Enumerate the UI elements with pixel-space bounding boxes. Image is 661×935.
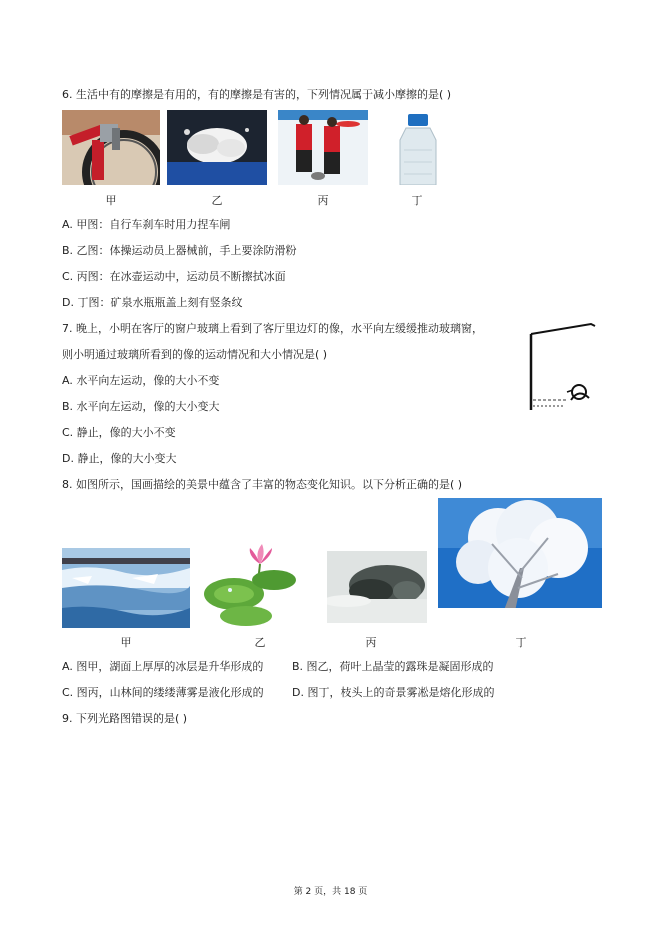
q6-image-water-bottle: [380, 110, 455, 185]
q8-stem: 8. 如图所示，国画描绘的美景中蕴含了丰富的物态变化知识。以下分析正确的是( ): [62, 478, 463, 491]
q6-option-d: D. 丁图：矿泉水瓶瓶盖上刻有竖条纹: [62, 296, 243, 309]
q8-image-lotus: [200, 540, 300, 628]
q6-option-a: A. 甲图：自行车刹车时用力捏车闸: [62, 218, 231, 231]
q8-caption-bing: 丙: [365, 636, 377, 649]
q7-option-b: B. 水平向左运动，像的大小变大: [62, 400, 220, 413]
q6-caption-yi: 乙: [211, 194, 223, 207]
q6-caption-ding: 丁: [411, 194, 423, 207]
q8-caption-jia: 甲: [120, 636, 132, 649]
q9-stem: 9. 下列光路图错误的是( ): [62, 712, 188, 725]
q7-option-a: A. 水平向左运动，像的大小不变: [62, 374, 220, 387]
q8-image-misty-forest: [327, 551, 427, 623]
q8-option-b: B. 图乙，荷叶上晶莹的露珠是凝固形成的: [292, 660, 494, 673]
q7-stem-line2: 则小明通过玻璃所看到的像的运动情况和大小情况是( ): [62, 348, 328, 361]
q6-image-curling: [278, 110, 368, 185]
q7-stem-line1: 7. 晚上，小明在客厅的窗户玻璃上看到了客厅里边灯的像，水平向左缓缓推动玻璃窗，: [62, 322, 483, 335]
page-footer: 第 2 页，共 18 页: [293, 887, 368, 897]
q6-stem: 6. 生活中有的摩擦是有用的，有的摩擦是有害的，下列情况属于减小摩擦的是( ): [62, 88, 452, 101]
q8-option-d: D. 图丁，枝头上的奇景雾凇是熔化形成的: [292, 686, 495, 699]
q8-option-c: C. 图丙，山林间的缕缕薄雾是液化形成的: [62, 686, 264, 699]
q8-caption-ding: 丁: [515, 636, 527, 649]
q6-caption-jia: 甲: [105, 194, 117, 207]
q6-caption-bing: 丙: [317, 194, 329, 207]
q6-image-chalk-hands: [167, 110, 267, 185]
q7-option-c: C. 静止，像的大小不变: [62, 426, 176, 439]
q8-caption-yi: 乙: [254, 636, 266, 649]
q7-image-window-sketch: [527, 320, 601, 412]
q6-option-b: B. 乙图：体操运动员上器械前，手上要涂防滑粉: [62, 244, 297, 257]
q8-image-rime-tree: [438, 498, 602, 626]
q6-option-c: C. 丙图：在冰壶运动中，运动员不断擦拭冰面: [62, 270, 286, 283]
q8-image-frozen-lake: [62, 548, 190, 628]
q7-option-d: D. 静止，像的大小变大: [62, 452, 177, 465]
q8-option-a: A. 图甲，湖面上厚厚的冰层是升华形成的: [62, 660, 264, 673]
q6-image-bicycle-brake: [62, 110, 160, 185]
